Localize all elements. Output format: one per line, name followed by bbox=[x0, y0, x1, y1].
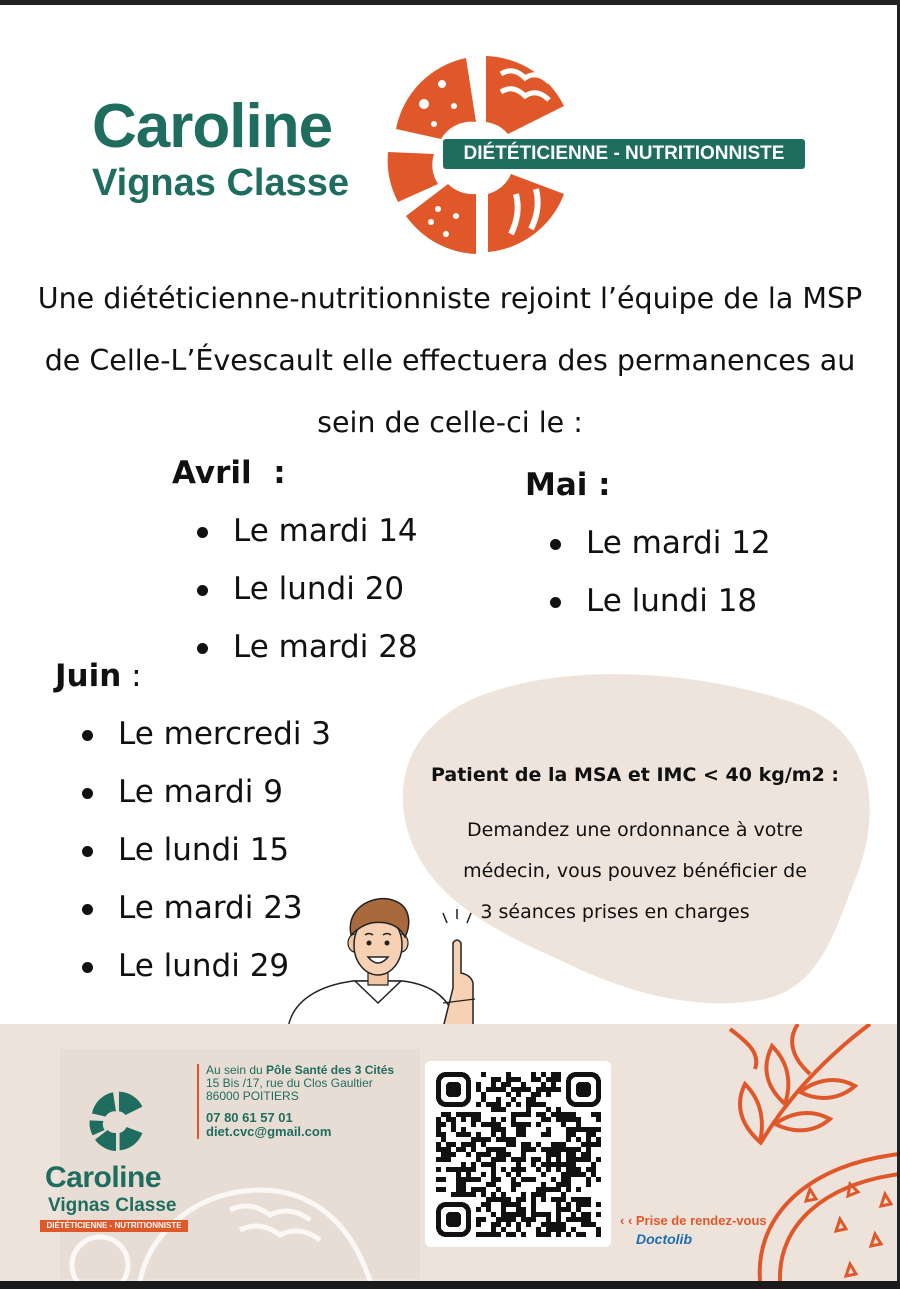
list-item: Le lundi 29 bbox=[80, 937, 331, 995]
footer-address bbox=[197, 1064, 394, 1139]
list-item: Le lundi 20 bbox=[195, 560, 418, 618]
list-item: Le mardi 9 bbox=[80, 763, 331, 821]
footer-brand-name: Caroline bbox=[45, 1161, 162, 1194]
address-place: Pôle Santé des 3 Cités bbox=[266, 1063, 395, 1077]
info-line-3: 3 séances prises en charges bbox=[480, 901, 750, 923]
list-item: Le lundi 15 bbox=[80, 821, 331, 879]
month-title-juin-label: Juin bbox=[55, 658, 122, 694]
doctolib-logo[interactable]: Doctolib bbox=[636, 1231, 692, 1247]
email-address[interactable]: diet.cvc@gmail.com bbox=[206, 1124, 332, 1139]
list-item: Le mardi 23 bbox=[80, 879, 331, 937]
address-line-2: 15 Bis /17, rue du Clos Gaultier bbox=[206, 1076, 373, 1090]
person-illustration bbox=[283, 893, 493, 1028]
month-title-mai: Mai : bbox=[525, 467, 611, 503]
frame-bottom bbox=[0, 1281, 900, 1289]
month-title-juin-colon: : bbox=[121, 658, 142, 694]
role-banner: DIÉTÉTICIENNE - NUTRITIONNISTE bbox=[443, 139, 805, 169]
rdv-link[interactable]: ‹ ‹ Prise de rendez-vous bbox=[620, 1213, 767, 1228]
info-line-2: médecin, vous pouvez bénéficier de bbox=[463, 860, 807, 882]
contact-block bbox=[206, 1111, 394, 1139]
list-item: Le mercredi 3 bbox=[80, 705, 331, 763]
footer-brand-surname: Vignas Classe bbox=[48, 1195, 177, 1216]
intro-line-3: sein de celle-ci le : bbox=[317, 406, 583, 439]
phone-number[interactable]: 07 80 61 57 01 bbox=[206, 1110, 293, 1125]
address-prefix: Au sein du bbox=[206, 1063, 267, 1077]
brand-surname: Vignas Classe bbox=[92, 162, 350, 204]
wheat-decoration-icon bbox=[700, 1024, 900, 1281]
list-item: Le lundi 18 bbox=[548, 572, 771, 630]
list-item: Le mardi 12 bbox=[548, 514, 771, 572]
footer-role-banner: DIÉTÉTICIENNE - NUTRITIONNISTE bbox=[40, 1220, 188, 1232]
list-item: Le mardi 28 bbox=[195, 618, 418, 676]
small-logo-mark-icon bbox=[86, 1088, 146, 1154]
info-title: Patient de la MSA et IMC < 40 kg/m2 : bbox=[430, 764, 840, 786]
brand-name: Caroline bbox=[92, 92, 333, 161]
address-line-3: 86000 POITIERS bbox=[206, 1089, 299, 1103]
qr-code[interactable] bbox=[436, 1072, 601, 1237]
info-line-1: Demandez une ordonnance à votre bbox=[467, 819, 803, 841]
list-item: Le mardi 14 bbox=[195, 502, 418, 560]
intro-line-2: de Celle-L’Évescault elle effectuera des permanences au bbox=[44, 344, 856, 377]
date-list-mai bbox=[548, 514, 771, 630]
month-title-avril: Avril : bbox=[172, 455, 286, 491]
month-title-juin bbox=[55, 658, 142, 694]
intro-line-1: Une diététicienne-nutritionniste rejoint l’équipe de la MSP bbox=[37, 282, 863, 315]
date-list-avril bbox=[195, 502, 418, 676]
